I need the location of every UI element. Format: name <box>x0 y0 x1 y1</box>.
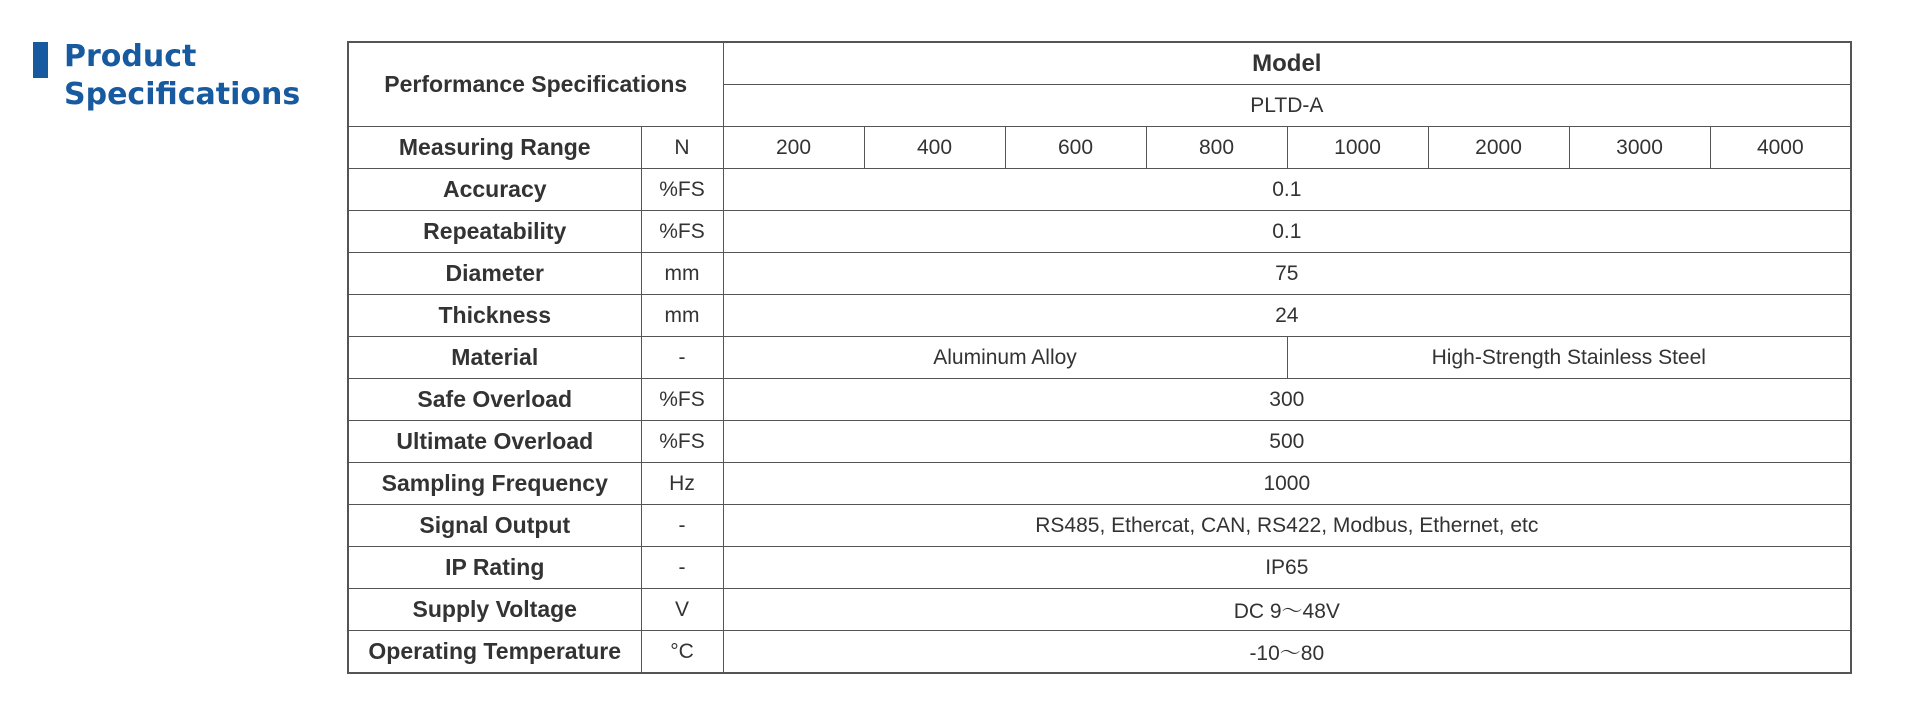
row-unit: °C <box>641 631 723 674</box>
row-value: 75 <box>723 253 1851 295</box>
row-label: Material <box>348 337 641 379</box>
row-unit: - <box>641 505 723 547</box>
heading-line-1: Product <box>64 39 197 74</box>
row-label: IP Rating <box>348 547 641 589</box>
row-unit: - <box>641 337 723 379</box>
spec-table <box>347 41 1852 674</box>
row-unit: N <box>641 127 723 169</box>
row-unit: Hz <box>641 463 723 505</box>
row-label: Repeatability <box>348 211 641 253</box>
table-row <box>348 253 1851 295</box>
row-label: Accuracy <box>348 169 641 211</box>
row-unit: %FS <box>641 169 723 211</box>
row-unit: mm <box>641 295 723 337</box>
model-header: Model <box>723 42 1851 85</box>
row-unit: %FS <box>641 421 723 463</box>
row-value: DC 9～48V <box>723 589 1851 631</box>
material-high-range: High-Strength Stainless Steel <box>1287 337 1851 379</box>
row-value: RS485, Ethercat, CAN, RS422, Modbus, Ethernet, etc <box>723 505 1851 547</box>
row-value: 1000 <box>723 463 1851 505</box>
row-value: 24 <box>723 295 1851 337</box>
row-unit: mm <box>641 253 723 295</box>
row-value: IP65 <box>723 547 1851 589</box>
range-value: 1000 <box>1287 127 1428 169</box>
row-label: Diameter <box>348 253 641 295</box>
row-label: Supply Voltage <box>348 589 641 631</box>
row-value: 0.1 <box>723 211 1851 253</box>
row-label: Measuring Range <box>348 127 641 169</box>
performance-specifications-header: Performance Specifications <box>348 42 723 127</box>
heading-accent-bar <box>33 42 48 78</box>
heading-title <box>64 38 300 114</box>
table-row <box>348 463 1851 505</box>
row-value: 500 <box>723 421 1851 463</box>
row-label: Ultimate Overload <box>348 421 641 463</box>
table-row <box>348 379 1851 421</box>
heading-line-2: Specifications <box>64 77 301 112</box>
range-value: 600 <box>1005 127 1146 169</box>
section-heading <box>33 38 300 114</box>
row-unit: V <box>641 589 723 631</box>
table-row <box>348 589 1851 631</box>
material-low-range: Aluminum Alloy <box>723 337 1287 379</box>
table-row <box>348 547 1851 589</box>
row-label: Signal Output <box>348 505 641 547</box>
model-name: PLTD-A <box>723 85 1851 127</box>
range-value: 3000 <box>1569 127 1710 169</box>
row-label: Operating Temperature <box>348 631 641 674</box>
table-row <box>348 211 1851 253</box>
table-row <box>348 127 1851 169</box>
table-row <box>348 631 1851 674</box>
range-value: 200 <box>723 127 864 169</box>
range-value: 2000 <box>1428 127 1569 169</box>
table-row <box>348 42 1851 85</box>
row-unit: %FS <box>641 211 723 253</box>
row-label: Sampling Frequency <box>348 463 641 505</box>
row-value: 0.1 <box>723 169 1851 211</box>
table-row <box>348 295 1851 337</box>
range-value: 800 <box>1146 127 1287 169</box>
table-row <box>348 505 1851 547</box>
row-label: Safe Overload <box>348 379 641 421</box>
range-value: 4000 <box>1710 127 1851 169</box>
row-unit: - <box>641 547 723 589</box>
row-value: -10～80 <box>723 631 1851 674</box>
row-unit: %FS <box>641 379 723 421</box>
table-row <box>348 169 1851 211</box>
table-row <box>348 337 1851 379</box>
range-value: 400 <box>864 127 1005 169</box>
row-label: Thickness <box>348 295 641 337</box>
row-value: 300 <box>723 379 1851 421</box>
table-row <box>348 421 1851 463</box>
